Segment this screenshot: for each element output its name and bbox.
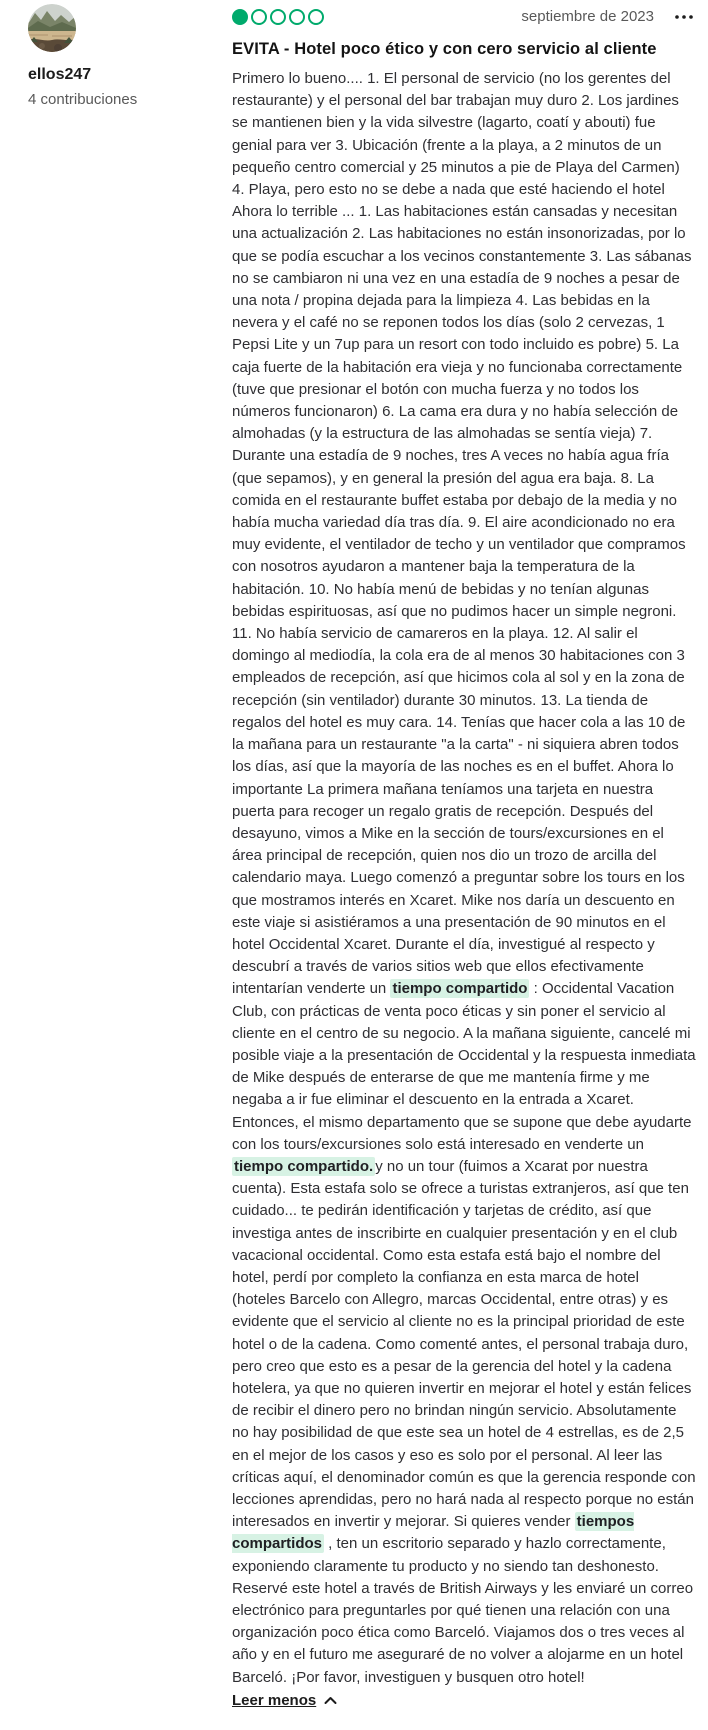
avatar[interactable] (28, 4, 76, 52)
rating-bubble-empty (289, 9, 305, 25)
highlighted-phrase: tiempos compartidos (232, 1513, 635, 1553)
username[interactable]: ellos247 (28, 66, 92, 83)
contribution-count: 4 contribuciones (28, 91, 138, 108)
rating-bubble-filled (232, 9, 248, 25)
avatar-landscape-image (28, 4, 76, 52)
body-text-segment: y no un tour (fuimos a Xcarat por nuestra cuenta). Esta estafa solo se ofrece a turistas extranjeros, así que ten cuidado... te pedirán identificación y tarjetas de crédito, así que investiga antes de inscribirte en cualquier presentación y en el club vacacional occidental. Como esta estafa está bajo el nombre del hotel, perdí por completo la confianza en esta marca de hotel (hoteles Barcelo con Allegro, marcas Occidental, entre otras) y es evidente que el servicio al cliente no es la principal prioridad de este hotel o de la cadena. Como comenté antes, el personal trabaja duro, pero creo que esto es a pesar de la gerencia del hotel y la cadena hotelera, ya que no quieren invertir en mejorar el hotel y están felices de recibir el dinero pero no brindan ningún servicio. Absolutamente no hay posibilidad de que este sea un hotel de 4 estrellas, es de 2,5 en el mejor de los casos y eso es solo por el personal. Al leer las críticas aquí, el denominador común es que la gerencia responde con lecciones aprendidas, pero no hará nada al respecto porque no están interesados en invertir y mejorar. Si quieres vender (232, 1157, 696, 1531)
rating-bubble-empty (270, 9, 286, 25)
ellipsis-icon (674, 14, 694, 20)
review-body-text (232, 68, 696, 1689)
rating-bubbles (232, 9, 324, 25)
chevron-up-icon (324, 1696, 337, 1705)
review-header (232, 8, 696, 25)
highlighted-phrase: tiempo compartido (392, 980, 528, 998)
review-content (204, 4, 696, 1710)
review-date: septiembre de 2023 (521, 8, 654, 25)
read-less-label: Leer menos (232, 1691, 317, 1709)
rating-bubble-empty (251, 9, 267, 25)
rating-bubble-empty (308, 9, 324, 25)
header-right (521, 8, 696, 25)
more-options-button[interactable] (672, 12, 696, 22)
review-title: EVITA - Hotel poco ético y con cero servicio al cliente (232, 40, 657, 58)
body-text-segment: Primero lo bueno.... 1. El personal de servicio (no los gerentes del restaurante) y el personal del bar trabajan muy duro 2. Los jardines se mantienen bien y la vida silvestre (lagarto, coatí y abouti) fue genial para ver 3. Ubicación (frente a la playa, a 2 minutos de un pequeño centro comercial y 25 minutos a pie de Playa del Carmen) 4. Playa, pero esto no se debe a nada que esté haciendo el hotel Ahora lo terrible ... 1. Las habitaciones están cansadas y necesitan una actualización 2. Las habitaciones no están insonorizadas, por lo que se podía escuchar a los vecinos constantemente 3. Las sábanas no se cambiaron ni una vez en una estadía de 9 noches a pesar de una nota / propina dejada para la limpieza 4. Las bebidas en la nevera y el café no se reponen todos los días (solo 2 cervezas, 1 Pepsi Lite y un 7up para un resort con todo incluido es pobre) 5. La caja fuerte de la habitación era vieja y no funcionaba correctamente (tuve que presionar el botón con mucha fuerza y no todos los números funcionaron) 6. La cama era dura y no había selección de almohadas (y la estructura de las almohadas se sentía vieja) 7. Durante una estadía de 9 noches, tres A veces no había agua fría (que sepamos), y en general la presión del agua era baja. 8. La comida en el restaurante buffet estaba por debajo de la media y no había mucha variedad día tras día. 9. El aire acondicionado no era muy evidente, el ventilador de techo y un ventilador que compramos con nosotros ayudaron a mantener baja la temperatura de la habitación. 10. No había menú de bebidas y no tenían algunas bebidas espirituosas, así que no pudimos hacer un simple negroni. 11. No había servicio de camareros en la playa. 12. Al salir el domingo al mediodía, la cola era de al menos 30 habitaciones con 3 empleados de recepción, así que hicimos cola al sol y en la zona de recepción (sin ventilador) durante 30 minutos. 13. La tienda de regalos del hotel es muy cara. 14. Tenías que hacer cola a las 10 de la mañana para un restaurante "a la carta" - ni siquiera abren todos los días, así que la mayoría de las noches es en el buffet. Ahora lo importante La primera mañana teníamos una tarjeta en nuestra puerta para recoger un regalo gratis de recepción. Después del desayuno, vimos a Mike en la sección de tours/excursiones en el área principal de recepción, quien nos dio un trozo de arcilla del calendario maya. Luego comenzó a preguntar sobre los tours en los que mostramos interés en Xcaret. Mike nos daría un descuento en este viaje si asistiéramos a una presentación de 90 minutos en el hotel Occidental Xcaret. Durante el día, investigué al respecto y descubrí a través de varios sitios web que ellos efectivamente intentarían venderte un (232, 70, 692, 998)
body-text-segment: , ten un escritorio separado y hazlo correctamente, exponiendo claramente tu producto y no siendo tan deshonesto. Reservé este hotel a través de British Airways y les enviaré un correo electrónico para preguntarles por qué tienen una relación con una organización poco ética como Barceló. Viajamos dos o tres veces al año y en el futuro me aseguraré de no volver a alojarme en un hotel Barceló. ¡Por favor, investiguen y busquen otro hotel! (232, 1535, 694, 1686)
highlighted-phrase: tiempo compartido. (234, 1157, 374, 1175)
body-text-segment: : Occidental Vacation Club, con prácticas de venta poco éticas y sin poner el servicio al cliente en el centro de su negocio. A la mañana siguiente, cancelé mi posible viaje a la presentación de Occidental y la respuesta inmediata de Mike después de enterarse de que me mantenía firme y me negaba a ir fue eliminar el descuento en la entrada a Xcaret. Entonces, el mismo departamento que se supone que debe ayudarte con los tours/excursiones solo está interesado en venderte un (232, 980, 696, 1153)
read-less-link[interactable] (232, 1692, 337, 1709)
user-column (28, 4, 204, 1710)
